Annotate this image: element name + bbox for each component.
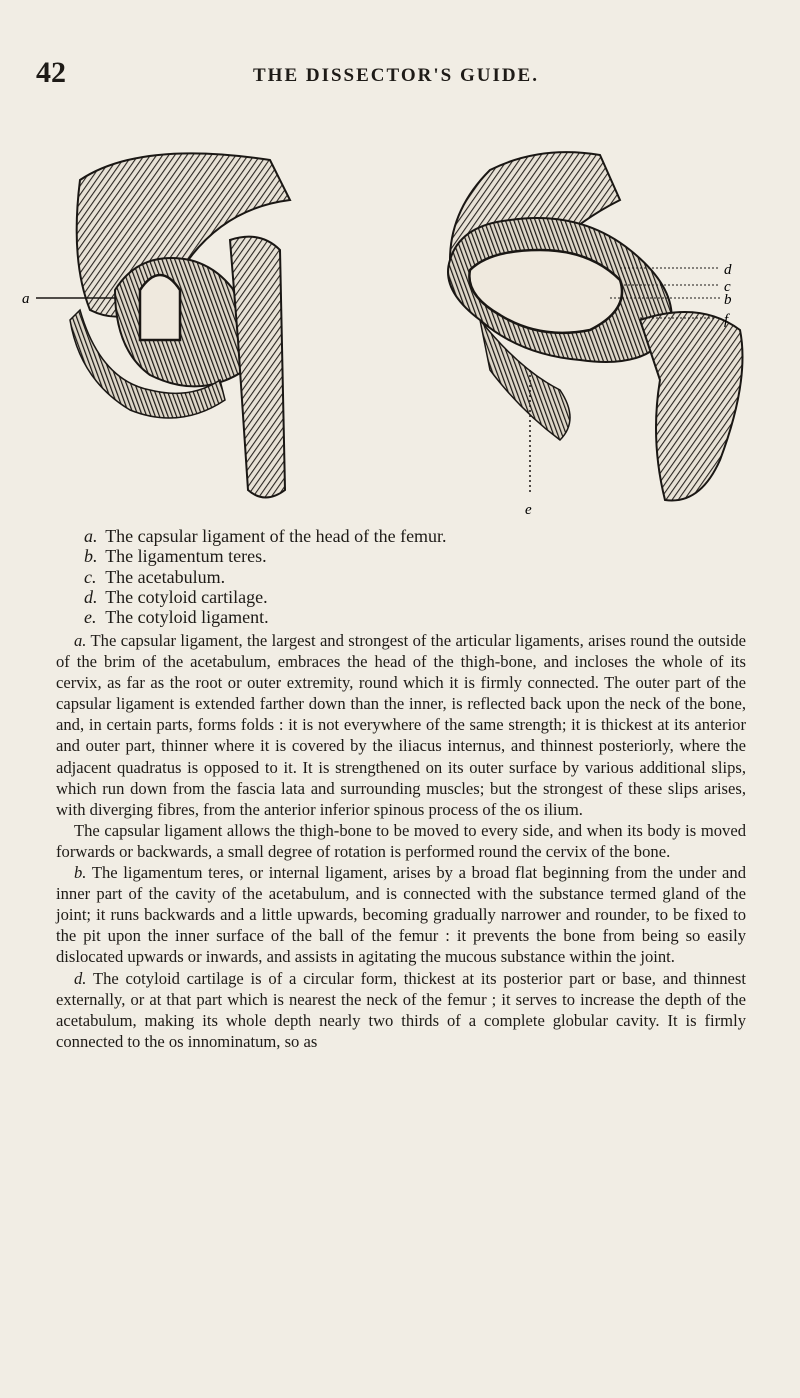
legend-text: The acetabulum.	[105, 566, 226, 587]
callout-f: f	[724, 312, 729, 328]
body-text	[56, 630, 746, 1052]
callout-b: b	[724, 292, 732, 308]
legend-key: c.	[84, 566, 97, 587]
left-capsule-shape	[115, 258, 250, 386]
page-number: 42	[36, 56, 66, 89]
callout-e: e	[525, 502, 532, 518]
legend-text: The cotyloid cartilage.	[105, 586, 268, 607]
legend-text: The ligamentum teres.	[105, 546, 267, 567]
callout-d: d	[724, 262, 732, 278]
page-header	[36, 58, 756, 88]
hip-joint-figure	[20, 140, 760, 520]
running-head: THE DISSECTOR'S GUIDE.	[253, 65, 539, 86]
paragraph-capsular-ligament	[56, 630, 746, 820]
legend-item	[84, 587, 734, 607]
paragraph-key: d.	[74, 968, 87, 988]
paragraph-text: The ligamentum teres, or internal ligament, arises by a broad flat beginning from the under and inner part of the cavity of the acetabulum, and is connected with the substance termed gland of the joint; it runs backwards and a little upwards, becoming gradually narrower and rounder, to be fixed to the pit upon the inner surface of the ball of the femur : it prevents the bone from being so easily dislocated upwards or inwards, and assists in agitating the mucous substance within the joint.	[56, 863, 746, 967]
paragraph-text: The capsular ligament allows the thigh-bone to be moved to every side, and when its body is moved forwards or backwards, a small degree of rotation is performed round the cervix of the bone.	[56, 820, 746, 861]
left-hip-drawing	[22, 153, 290, 497]
legend-key: e.	[84, 607, 97, 628]
legend-key: a.	[84, 526, 98, 546]
figure-legend	[84, 526, 734, 627]
left-femur-head-opening	[140, 275, 180, 340]
callout-a: a	[22, 291, 30, 307]
right-femur-shape	[640, 312, 743, 501]
legend-item	[84, 526, 734, 546]
legend-item	[84, 607, 734, 627]
legend-text: The cotyloid ligament.	[105, 607, 269, 628]
legend-key: d.	[84, 586, 98, 607]
legend-text: The capsular ligament of the head of the femur.	[105, 526, 447, 546]
paragraph-capsular-movement	[56, 820, 746, 862]
legend-item	[84, 567, 734, 587]
paragraph-key: b.	[74, 863, 87, 883]
paragraph-text: The capsular ligament, the largest and strongest of the articular ligaments, arises round the outside of the brim of the acetabulum, embraces the head of the thigh-bone, and incloses the whole of its cervix, as far as the root or outer extremity, round which it is firmly connected. The outer part of the capsular ligament is extended farther down than the inner, is reflected back upon the neck of the bone, and, in certain parts, forms folds : it is not everywhere of the same strength; it is thickest at its anterior and outer part, thinner where it is covered by the iliacus internus, and thinnest posteriorly, where the adjacent quadratus is opposed to it. It is strengthened on its outer surface by various additional slips, which run down from the fascia lata and surrounding muscles; but the strongest of these slips arises, with diverging fibres, from the anterior inferior spinous process of the os ilium.	[56, 631, 746, 819]
paragraph-cotyloid-cartilage	[56, 968, 746, 1052]
legend-item	[84, 546, 734, 566]
callout-c: c	[724, 279, 731, 295]
legend-key: b.	[84, 546, 98, 567]
paragraph-text: The cotyloid cartilage is of a circular form, thickest at its posterior part or base, and thinnest externally, or at that part which is nearest the neck of the femur ; it serves to increase the depth of the acetabulum, making its whole depth nearly two thirds of a complete globular cavity. It is firmly connected to the os innominatum, so as	[56, 968, 746, 1051]
paragraph-ligamentum-teres	[56, 862, 746, 967]
right-hip-drawing	[448, 152, 743, 518]
paragraph-key: a.	[74, 631, 87, 650]
